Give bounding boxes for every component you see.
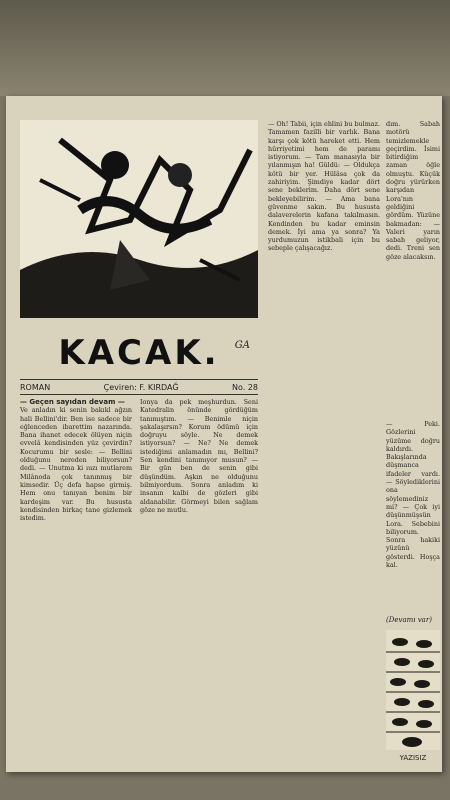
column-2-text: Ionya da pek meşhurdun. Seni Katedralin önünde gördüğüm tanımıştım. — Benimle niçin şakalaşırsın? Korum ödümü için doğruyu söyle. Ne demek istiyorsun? — Ne? Ne demek istediğimi anlamadın mı, Bellini? Sen kendini tanımıyor musun? — Bir gün ben de senin gibi düşündüm. Aşkın ne olduğunu bilmiyordum. Sonra anladım ki insanın kalbi de gözleri gibi aldanabilir. Görmeyi bilen sağlam göze ne mutlu.	[140, 398, 258, 514]
illustration	[20, 120, 258, 318]
artist-signature: GA	[234, 340, 250, 351]
text-column-4	[386, 120, 440, 420]
background-top	[0, 0, 450, 96]
text-column-2	[140, 398, 258, 768]
text-column-3	[268, 120, 380, 768]
meta-genre: ROMAN	[20, 382, 51, 392]
text-column-4b	[386, 420, 440, 610]
text-column-1	[20, 398, 132, 768]
story-title: KACAK.	[58, 333, 220, 373]
cartoon-strip	[386, 630, 440, 750]
continued-label: (Devamı var)	[386, 616, 432, 624]
column-4b-text: — Peki. Gözlerini yüzüme doğru kaldırdı. Bakışlarında düşmanca ifadeler vardı. — Söylediklerini ona söylemediniz mi? — Çok iyi düşünmüşsün Lora. Sebebini biliyorum. Sonra hakiki yüzünü gösterdi. Hoşça kal.	[386, 420, 440, 570]
column-4-text: dım. Sabah motörü temizlemekle geçirdim. İsimi bitirdiğim zaman öğle olmuştu. Küçük doğru yürürken karşıdan Lora'nın geldiğini gördüm. Yüzüne bakmadan: — Valeri yarın sabah geliyor, dedi. Treni sen göze alacaksın.	[386, 120, 440, 261]
meta-number: No. 28	[231, 382, 258, 392]
column-3-text: — Oh! Tabii, için ehlini bu bulmaz. Tamamen fazilli bir varlık. Bana karşı çok kötü hareket etti. Hem hürriyetimi hem de paramı istiyorum. — Tam manasıyla bir yılanmışın ha! Güldü: — Oldukça kötü bir yer. Hülâsa çok da zahiriyim. Şimdiye kadar dört sene beklerim. Daha dört sene bekleyebilirim. — Ama bana güvenme sakın. Bu hususta dalaverelerin kafana takılmasın. Kendinden bu kadar eminsin demek. İyi ama ya sonra? Ya yurdumuzun istikbali için bu sebeple çalışacağız.	[268, 120, 380, 253]
magazine-page	[6, 96, 442, 772]
story-title-box	[20, 333, 258, 373]
column-1-text: Ve anladın ki senin bakıkl ağzın hali Bellini'dir. Ben ise sadece bir eğlenceden ibarettim nazarında. Bana ihanet edecek ölüyen niçin evvelâ kendisinden yüz çevirdin? Kocurumu bir sesle: — Bellini olduğunu nereden biliyorsun? dedi. — Unutma ki ıuzı mutlarem Milânoda çok tanınmış bir kimsedir. Üç defa hapse girmiş. Hem onu tanıyan benim bir kardeşim var. Bu hususta kendisinden birkaç tane gizlemek istedim.	[20, 406, 132, 523]
story-meta	[20, 379, 258, 395]
meta-translator: Çeviren: F. KIRDAĞ	[103, 382, 179, 392]
continued-note: — Geçen sayıdan devam —	[20, 398, 125, 406]
cartoon-caption: YAZISIZ	[399, 754, 427, 762]
